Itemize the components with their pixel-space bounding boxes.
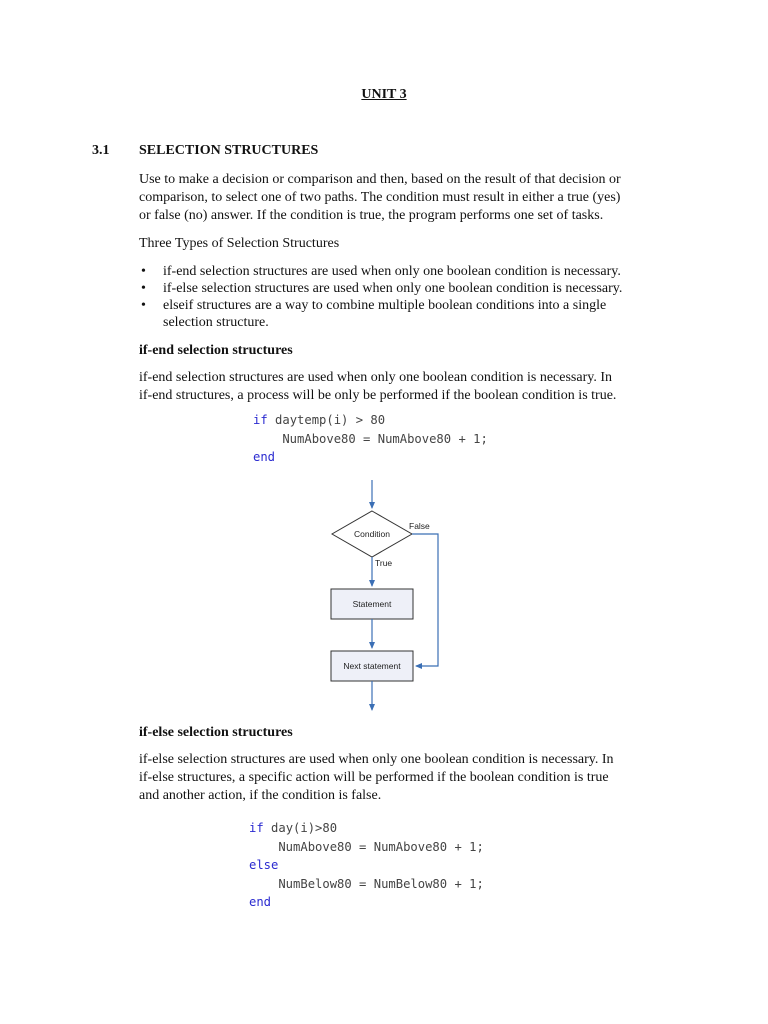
list-item (139, 263, 684, 280)
list-item-text: elseif structures are a way to combine multiple boolean conditions into a single (163, 298, 607, 313)
section-title: SELECTION STRUCTURES (139, 143, 319, 158)
code-body-true: NumAbove80 = NumAbove80 + 1; (249, 839, 484, 854)
types-heading: Three Types of Selection Structures (139, 236, 340, 251)
code-keyword-if: if (253, 413, 268, 427)
if-end-flowchart (320, 476, 450, 716)
if-else-code-block (249, 819, 484, 912)
section-number: 3.1 (92, 143, 110, 158)
if-end-line-1: if-end selection structures are used when only one boolean condition is necessary. In (139, 370, 612, 385)
false-label: False (409, 521, 430, 531)
intro-line-2: comparison, to select one of two paths. The condition must result in either a true (yes) (139, 190, 621, 205)
selection-types-list (139, 263, 684, 331)
intro-line-1: Use to make a decision or comparison and then, based on the result of that decision or (139, 172, 621, 187)
if-else-line-3: and another action, if the condition is false. (139, 788, 382, 803)
code-body: NumAbove80 = NumAbove80 + 1; (253, 431, 488, 446)
if-else-heading: if-else selection structures (139, 725, 293, 740)
next-statement-label: Next statement (343, 661, 401, 671)
bullet-icon: • (141, 264, 146, 279)
code-body-false: NumBelow80 = NumBelow80 + 1; (249, 876, 484, 891)
code-keyword-if: if (249, 821, 264, 835)
list-item (139, 280, 684, 297)
if-end-heading: if-end selection structures (139, 343, 293, 358)
condition-label: Condition (354, 529, 390, 539)
if-else-line-1: if-else selection structures are used when only one boolean condition is necessary. In (139, 752, 614, 767)
if-end-code-block (253, 411, 488, 467)
list-item-text: if-else selection structures are used when only one boolean condition is necessary. (163, 281, 623, 296)
if-else-paragraph (139, 751, 679, 805)
true-label: True (375, 558, 393, 568)
if-end-paragraph (139, 369, 679, 405)
list-item-text-cont: selection structure. (163, 315, 269, 330)
list-item-text: if-end selection structures are used when only one boolean condition is necessary. (163, 264, 621, 279)
bullet-icon: • (141, 298, 146, 313)
if-else-line-2: if-else structures, a specific action will be performed if the boolean condition is true (139, 770, 609, 785)
code-condition: day(i)>80 (263, 821, 338, 835)
intro-paragraph (139, 171, 679, 225)
flow-arrow-false (412, 534, 438, 666)
unit-title: UNIT 3 (361, 87, 407, 102)
intro-line-3: or false (no) answer. If the condition is true, the program performs one set of tasks. (139, 208, 604, 223)
code-condition: daytemp(i) > 80 (267, 413, 386, 427)
code-keyword-else: else (249, 858, 279, 872)
statement-label: Statement (352, 599, 392, 609)
if-end-line-2: if-end structures, a process will be only be performed if the boolean condition is true. (139, 388, 617, 403)
code-keyword-end: end (253, 450, 276, 464)
list-item (139, 297, 684, 331)
code-keyword-end: end (249, 895, 272, 909)
bullet-icon: • (141, 281, 146, 296)
